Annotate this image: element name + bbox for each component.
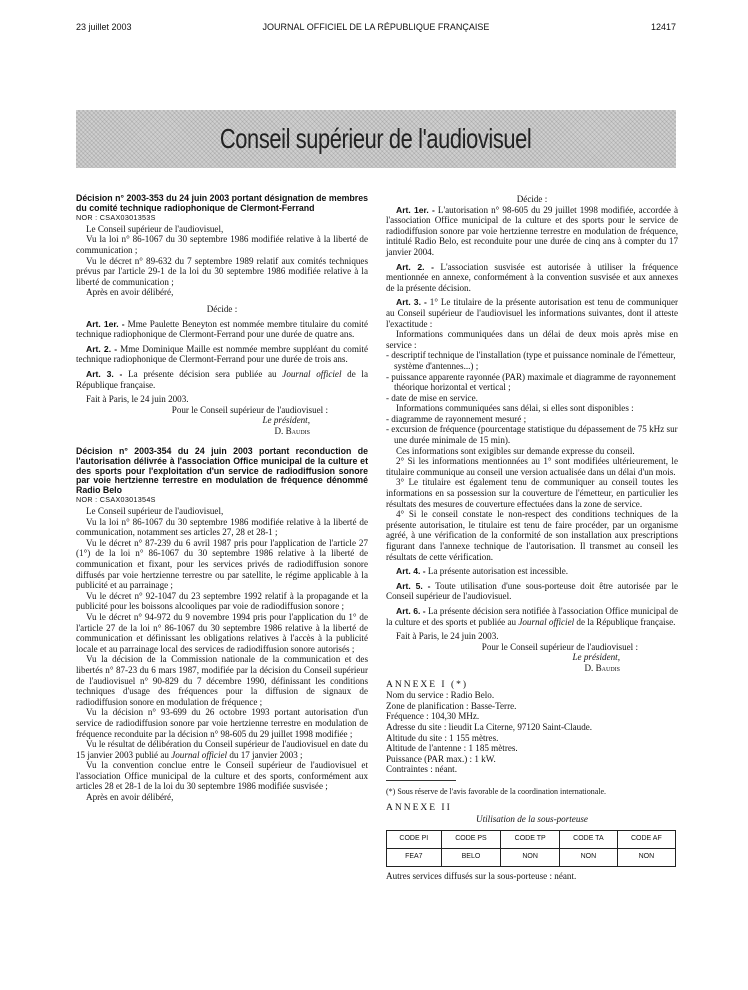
annexe1-line: Altitude de l'antenne : 1 185 mètres.	[386, 743, 518, 754]
decision2-preamble-4: Vu le décret n° 94-972 du 9 novembre 1994 pris pour l'application du 1° de l'article 27 de la loi n° 86-1067 du 30 septembre 1986 relative à la liberté de communication et définissant les obligations relatives à l'accès à la publicité locale et au parrainage local des services de radiodiffusion sonore autorisés ;	[76, 611, 368, 654]
subcarrier-table	[386, 830, 676, 867]
decision1-preamble-1: Vu la loi n° 86-1067 du 30 septembre 1986 modifiée relative à la liberté de communication ;	[76, 234, 368, 255]
resultat-text-end: du 17 janvier 2003 ;	[227, 749, 303, 760]
decision2-preamble-3: Vu le décret n° 92-1047 du 23 septembre 1992 relatif à la propagande et la publicité pour les boissons alcooliques par voie de radiodiffusion sonore ;	[76, 590, 368, 612]
decision1-article-1	[76, 319, 368, 340]
decision2-preamble-6: Vu la décision n° 93-699 du 26 octobre 1993 portant autorisation d'un service de radiodiffusion sonore par voie hertzienne terrestre en modulation de fréquence reconduite par la décision n° 98-605 du 29 juillet 1998 modifiée ;	[76, 707, 368, 739]
list-item: - date de mise en service.	[386, 392, 478, 403]
article-text: L'association susvisée est autorisée à utiliser la fréquence mentionnée en annexe, conformément à la convention susvisée et aux annexes de la présente décision.	[386, 261, 678, 293]
decision2-article-6	[386, 606, 678, 627]
annexe2-after: Autres services diffusés sur la sous-porteuse : néant.	[386, 870, 577, 881]
decision2-preamble-0: Le Conseil supérieur de l'audiovisuel,	[86, 506, 224, 517]
table-header: CODE TA	[560, 830, 618, 848]
decision1-sign-role	[76, 415, 368, 426]
left-column	[76, 194, 368, 803]
article-number: Art. 2. -	[86, 343, 118, 354]
annexe1-line: Puissance (PAR max.) : 1 kW.	[386, 753, 496, 764]
article-number: Art. 1er. -	[396, 204, 435, 215]
annexe1-line: Contraintes : néant.	[386, 764, 457, 775]
article-number: Art. 2. -	[396, 261, 434, 272]
banner-title: Conseil supérieur de l'audiovisuel	[220, 123, 532, 154]
article-text: La présente autorisation est incessible.	[427, 566, 569, 577]
decision2-preamble-1: Vu la loi n° 86-1067 du 30 septembre 1986 modifiée relative à la liberté de communication, notamment ses articles 27, 28 et 28-1 ;	[76, 516, 368, 538]
article-text-end: de la République française.	[76, 368, 368, 390]
info-list-1	[386, 350, 678, 403]
article-italic: Journal officiel	[518, 616, 575, 627]
annexe2-title: ANNEXE II	[386, 803, 452, 814]
decision2-title: Décision n° 2003-354 du 24 juin 2003 portant reconduction de l'autorisation délivrée à l'association Office municipal de la culture et des sports pour l'exploitation d'un service de radiodiffusion sonore par voie hertzienne terrestre en modulation de fréquence dénommé Radio Belo	[76, 446, 368, 495]
table-cell: FEA7	[387, 848, 442, 866]
decision2-done: Fait à Paris, le 24 juin 2003.	[396, 631, 499, 642]
decision2-resultat	[76, 739, 368, 760]
list-item: - diagramme de rayonnement mesuré ;	[386, 413, 527, 424]
sign-role-text: Le président,	[572, 652, 620, 663]
article-text: Toute utilisation d'une sous-porteuse doit être autorisée par le Conseil supérieur de l'audiovisuel.	[386, 580, 679, 602]
decision1-preamble-2: Vu le décret n° 89-632 du 7 septembre 1989 relatif aux comités techniques prévus par l'article 29-1 de la loi du 30 septembre 1986 modifiée relative à la liberté de communication ;	[76, 255, 368, 287]
decision2-article-3	[386, 297, 678, 329]
article-text: Mme Paulette Beneyton est nommée membre titulaire du comité technique radiophonique de Clermont-Ferrand pour une durée de quatre ans.	[76, 318, 368, 340]
article-number: Art. 1er. -	[86, 318, 125, 329]
running-header	[76, 22, 676, 36]
decision2-apres: Après en avoir délibéré,	[86, 792, 174, 803]
resultat-italic: Journal officiel	[171, 749, 228, 760]
decision1-article-3	[76, 369, 368, 390]
decision2-article-1	[386, 205, 678, 258]
decision2-decide: Décide :	[516, 194, 548, 204]
decision2-article-2	[386, 262, 678, 294]
annexe2-subtitle-text: Utilisation de la sous-porteuse	[476, 814, 588, 825]
footnote-separator	[386, 780, 456, 781]
annexe1-title: ANNEXE I (*)	[386, 679, 469, 690]
article-number: Art. 5. -	[396, 580, 431, 591]
table-header: CODE TP	[501, 830, 560, 848]
decision1-done: Fait à Paris, le 24 juin 2003.	[86, 394, 189, 405]
info-delay: Informations communiquées dans un délai de deux mois après mise en service :	[386, 329, 678, 350]
annexe1-footnote: (*) Sous réserve de l'avis favorable de la coordination internationale.	[386, 786, 607, 796]
list-item: - excursion de fréquence (pourcentage statistique du dépassement de 75 kHz sur une durée minimale de 15 min).	[386, 424, 678, 446]
article-text: Mme Dominique Maille est nommée membre suppléant du comité technique radiophonique de Clermont-Ferrand pour une durée de trois ans.	[76, 343, 368, 365]
table-header: CODE PS	[441, 830, 501, 848]
article-text-end: de la République française.	[574, 616, 676, 627]
header-page-number: 12417	[650, 22, 676, 32]
article-italic: Journal officiel	[282, 368, 342, 379]
annexe2-subtitle	[386, 814, 678, 825]
decision2-sign-for: Pour le Conseil supérieur de l'audiovisuel :	[481, 641, 638, 652]
decision2-convention: Vu la convention conclue entre le Conseil supérieur de l'audiovisuel et l'association Office municipal de la culture et des sports, conformément aux articles 28 et 28-1 de la loi du 30 septembre 1986 modifiée susvisée ;	[76, 760, 368, 792]
article-number: Art. 4. -	[396, 566, 426, 577]
table-cell: BELO	[441, 848, 501, 866]
decision2-preamble-2: Vu le décret n° 87-239 du 6 avril 1987 pris pour l'application de l'article 27 (1°) de la loi n° 86-1067 du 30 septembre 1986 relative à la liberté de communication et fixant, pour les services privés de radiodiffusion sonore diffusés par voie hertzienne terrestre ou par satellite, le régime applicable à la publicité et au parrainage ;	[76, 537, 368, 591]
table-header-row	[387, 830, 676, 848]
annexe1-line: Zone de planification : Basse-Terre.	[386, 700, 517, 711]
header-journal-title: JOURNAL OFFICIEL DE LA RÉPUBLIQUE FRANÇAISE	[262, 22, 490, 32]
decision1-article-2	[76, 344, 368, 365]
right-column	[386, 194, 678, 881]
table-header: CODE PI	[387, 830, 442, 848]
resultat-text: Vu le résultat de délibération du Conseil supérieur de l'audiovisuel en date du 15 janvier 2003 publié au	[76, 739, 368, 760]
info-list-2	[386, 414, 678, 446]
decision2-nor: NOR : CSAX0301354S	[76, 495, 156, 505]
decision1-nor: NOR : CSAX0301353S	[76, 213, 156, 223]
paragraph-2: 2° Si les informations mentionnées au 1° sont modifiées ultérieurement, le titulaire communique au conseil une version actualisée dans un délai d'un mois.	[386, 456, 678, 477]
article-text: 1° Le titulaire de la présente autorisation est tenu de communiquer au Conseil supérieur de l'audiovisuel les informations suivantes, dont il atteste l'exactitude :	[386, 297, 679, 329]
article-text: La présente décision sera publiée au	[128, 368, 283, 379]
table-cell: NON	[560, 848, 618, 866]
decision1-sign-name: D. Baudis	[274, 425, 310, 436]
table-row	[387, 848, 676, 866]
table-cell: NON	[501, 848, 560, 866]
table-cell: NON	[617, 848, 675, 866]
header-date: 23 juillet 2003	[76, 22, 132, 32]
annexe1-line: Fréquence : 104,30 MHz.	[386, 711, 480, 722]
sign-role-text: Le président,	[262, 415, 310, 426]
list-item: - descriptif technique de l'installation (type et puissance nominale de l'émetteur, système d'antennes...) ;	[386, 350, 676, 371]
article-number: Art. 3. -	[396, 297, 427, 308]
article-text: L'autorisation n° 98-605 du 29 juillet 1998 modifiée, accordée à l'association Office municipal de la culture et des sports pour le service de radiodiffusion sonore par voie hertzienne terrestre en modulation de fréquence, intitulé Radio Belo, est reconduite pour une durée de cinq ans à compter du 17 janvier 2004.	[386, 204, 678, 257]
decision1-sign-for: Pour le Conseil supérieur de l'audiovisuel :	[171, 404, 328, 415]
decision2-sign-name: D. Baudis	[584, 662, 620, 673]
section-banner	[76, 110, 676, 168]
decision1-title: Décision n° 2003-353 du 24 juin 2003 portant désignation de membres du comité technique radiophonique de Clermont-Ferrand	[76, 193, 368, 213]
info-nodelay: Informations communiquées sans délai, si elles sont disponibles :	[396, 403, 634, 414]
decision2-article-4	[386, 566, 678, 577]
annexe1-lines	[386, 690, 678, 775]
article-text: La présente décision sera notifiée à l'association Office municipal de la culture et des sports et publiée au	[386, 605, 678, 627]
decision1-decide: Décide :	[206, 303, 238, 314]
decision2-preamble-5: Vu la décision de la Commission nationale de la communication et des libertés n° 87-23 du 6 mars 1987, modifiée par la décision du Conseil supérieur de l'audiovisuel n° 90-829 du 7 décembre 1990, définissant les conditions techniques d'usage des fréquences pour la diffusion de signaux de radiodiffusion sonore en modulation de fréquence ;	[76, 654, 368, 707]
article-number: Art. 3. -	[86, 368, 123, 379]
paragraph-4: 4° Si le conseil constate le non-respect des conditions techniques de la présente autorisation, le titulaire est tenu de faire procéder, par un organisme agréé, à une vérification de la conformité de son installation aux prescriptions figurant dans l'annexe technique de l'autorisation. Il transmet au conseil les résultats de cette vérification.	[386, 509, 678, 562]
table-header: CODE AF	[617, 830, 675, 848]
decision1-preamble-3: Après en avoir délibéré,	[86, 287, 174, 298]
list-item: - puissance apparente rayonnée (PAR) maximale et diagramme de rayonnement théorique horizontal et vertical ;	[386, 371, 676, 393]
annexe1-line: Adresse du site : lieudit La Citerne, 97120 Saint-Claude.	[386, 721, 593, 732]
info-exigibles: Ces informations sont exigibles sur demande expresse du conseil.	[396, 445, 635, 456]
decision2-article-5	[386, 581, 678, 602]
annexe1-line: Nom du service : Radio Belo.	[386, 690, 495, 701]
decision1-preamble-0: Le Conseil supérieur de l'audiovisuel,	[86, 223, 224, 234]
decision2-sign-role	[386, 652, 678, 663]
article-number: Art. 6. -	[396, 605, 426, 616]
annexe1-line: Altitude du site : 1 155 mètres.	[386, 732, 499, 743]
paragraph-3: 3° Le titulaire est également tenu de communiquer au conseil toutes les informations en sa possession sur la couverture de l'émetteur, en particulier les résultats des mesures de couverture effectuées dans la zone de service.	[386, 477, 678, 509]
